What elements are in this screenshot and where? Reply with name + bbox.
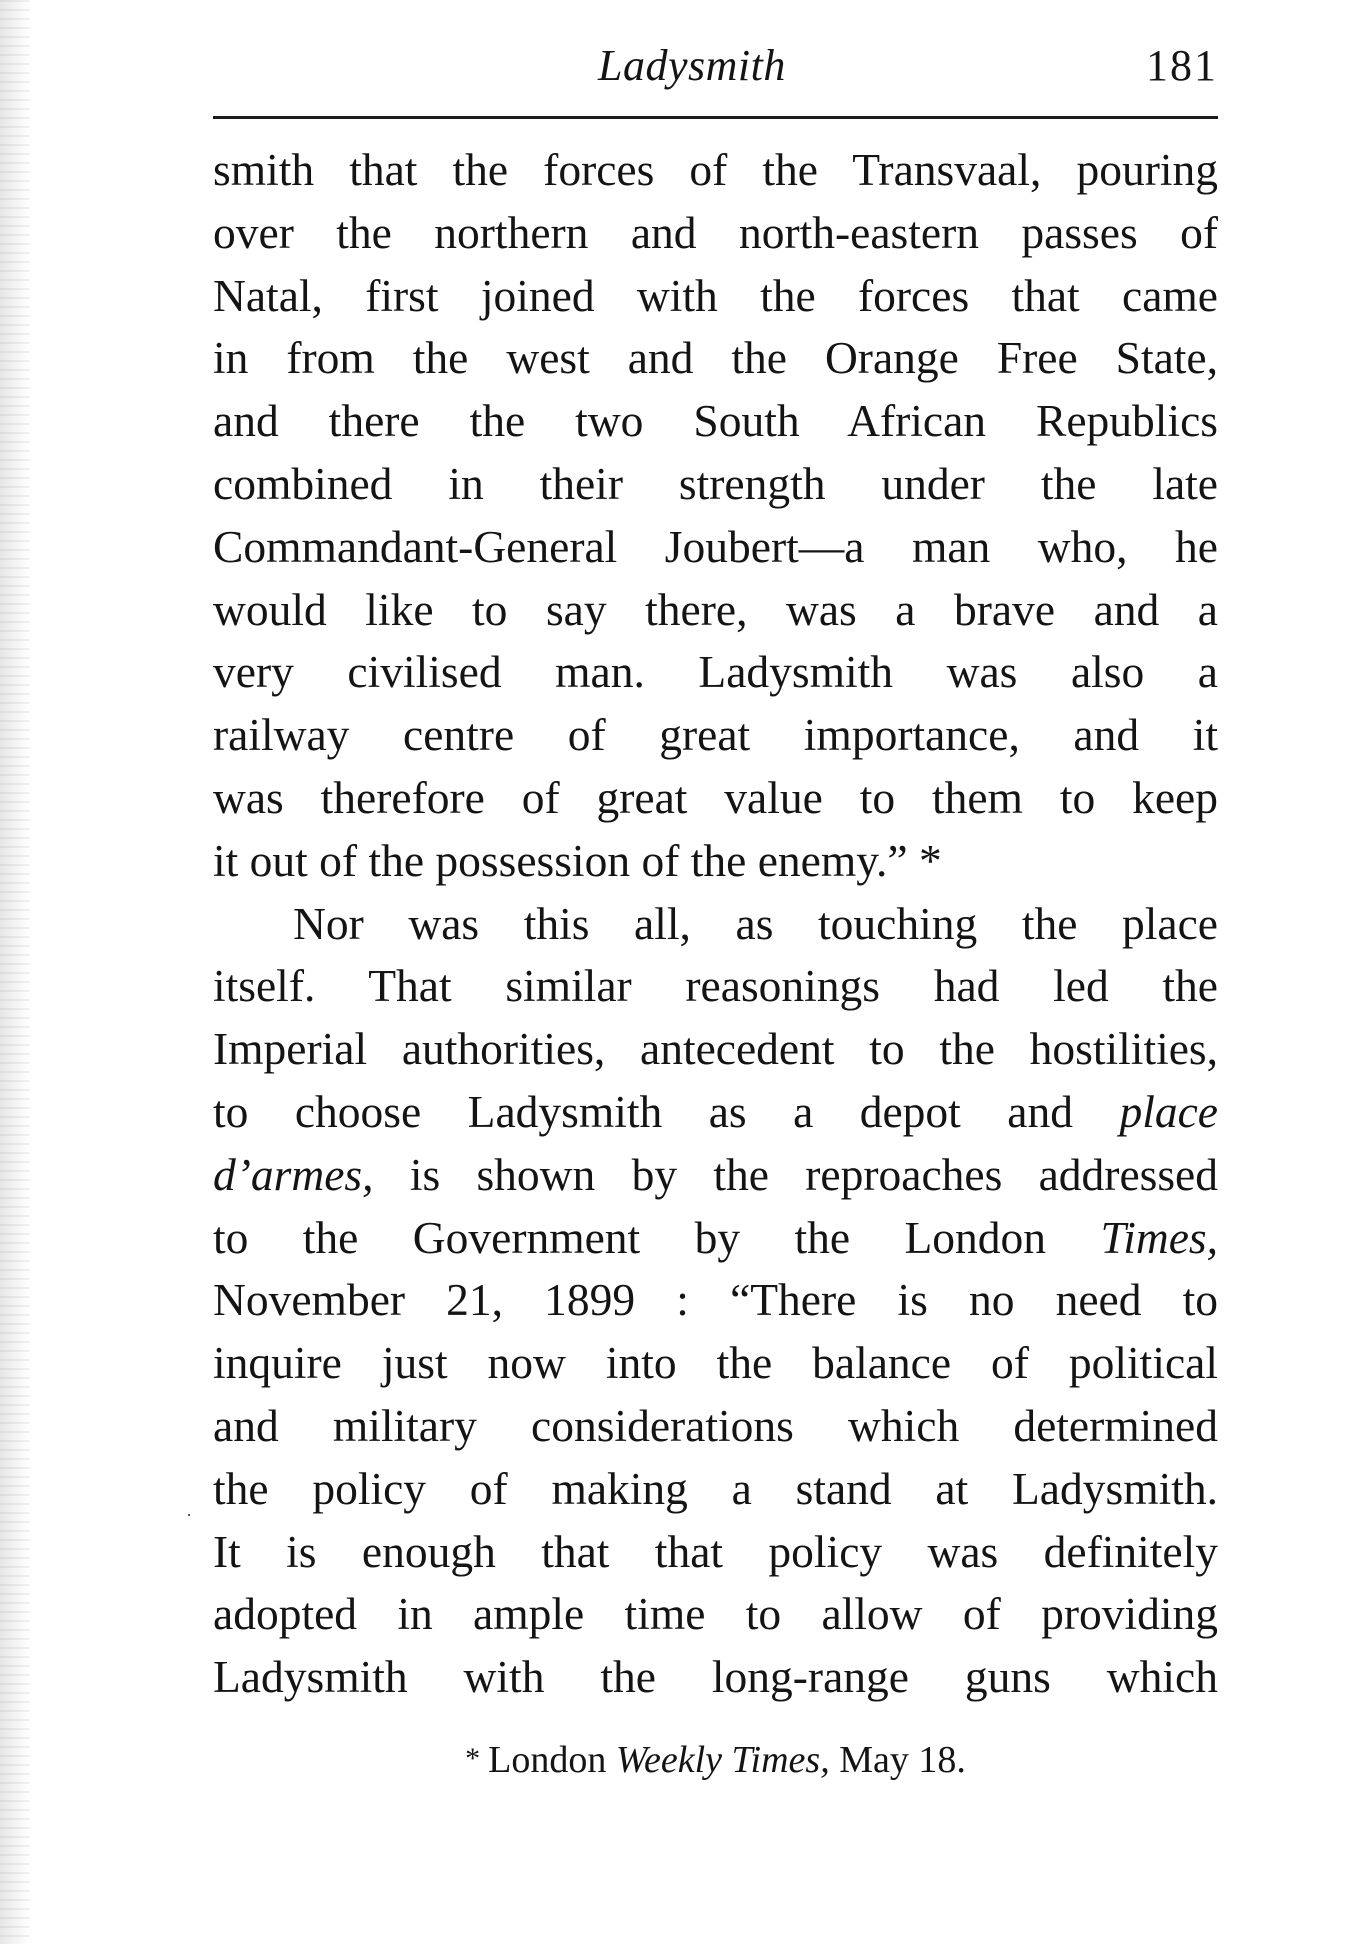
text-line: itself. That similar reasonings had led the	[213, 960, 1218, 1012]
footnote-text: London	[488, 1739, 607, 1781]
body-text	[213, 139, 1218, 1709]
text-line: smith that the forces of the Transvaal, pouring	[213, 144, 1218, 195]
text-line: the policy of making a stand at Ladysmith.	[213, 1462, 1218, 1514]
italic-phrase: Times,	[1100, 1211, 1219, 1263]
text-segment: to the Government by the London	[213, 1211, 1047, 1263]
text-line: it out of the possession of the enemy.” *	[213, 834, 942, 886]
text-line: inquire just now into the balance of political	[213, 1337, 1218, 1389]
text-segment: is shown by the reproaches addressed	[409, 1148, 1219, 1200]
print-speck	[188, 1514, 190, 1516]
text-line: over the northern and north-eastern passes of	[213, 206, 1218, 258]
text-line: in from the west and the Orange Free State,	[213, 332, 1218, 384]
footnote-italic: Weekly Times,	[615, 1739, 830, 1781]
page-number: 181	[1146, 41, 1218, 90]
text-line: and military considerations which determined	[213, 1399, 1218, 1451]
text-line: adopted in ample time to allow of providing	[213, 1588, 1218, 1640]
text-segment: to choose Ladysmith as a depot and	[213, 1085, 1073, 1137]
footnote-text: May 18.	[839, 1739, 966, 1781]
text-line	[213, 1207, 1218, 1270]
text-line: It is enough that that policy was definitely	[213, 1525, 1218, 1577]
text-line: combined in their strength under the late	[213, 457, 1218, 509]
text-line: November 21, 1899 : “There is no need to	[213, 1274, 1218, 1326]
text-line: Natal, first joined with the forces that came	[213, 269, 1218, 321]
text-line: would like to say there, was a brave and a	[213, 583, 1218, 635]
text-line: Nor was this all, as touching the place	[293, 897, 1218, 949]
text-line: was therefore of great value to them to keep	[213, 771, 1218, 823]
header-rule	[213, 116, 1218, 119]
footnote-asterisk: *	[465, 1742, 481, 1775]
text-line: very civilised man. Ladysmith was also a	[213, 646, 1218, 698]
page-header	[213, 36, 1218, 98]
running-title: Ladysmith	[598, 41, 786, 90]
text-line: and there the two South African Republics	[213, 395, 1218, 447]
text-line	[213, 1144, 1218, 1207]
italic-phrase: d’armes,	[213, 1148, 374, 1200]
text-line: Ladysmith with the long-range guns which	[213, 1651, 1218, 1703]
text-line: railway centre of great importance, and it	[213, 709, 1218, 761]
binding-gutter	[0, 0, 30, 1944]
footnote	[213, 1738, 1218, 1782]
text-line: Commandant-General Joubert—a man who, he	[213, 520, 1218, 572]
text-line: Imperial authorities, antecedent to the hostilities,	[213, 1023, 1218, 1075]
text-line	[213, 1081, 1218, 1144]
italic-phrase: place	[1119, 1085, 1218, 1137]
